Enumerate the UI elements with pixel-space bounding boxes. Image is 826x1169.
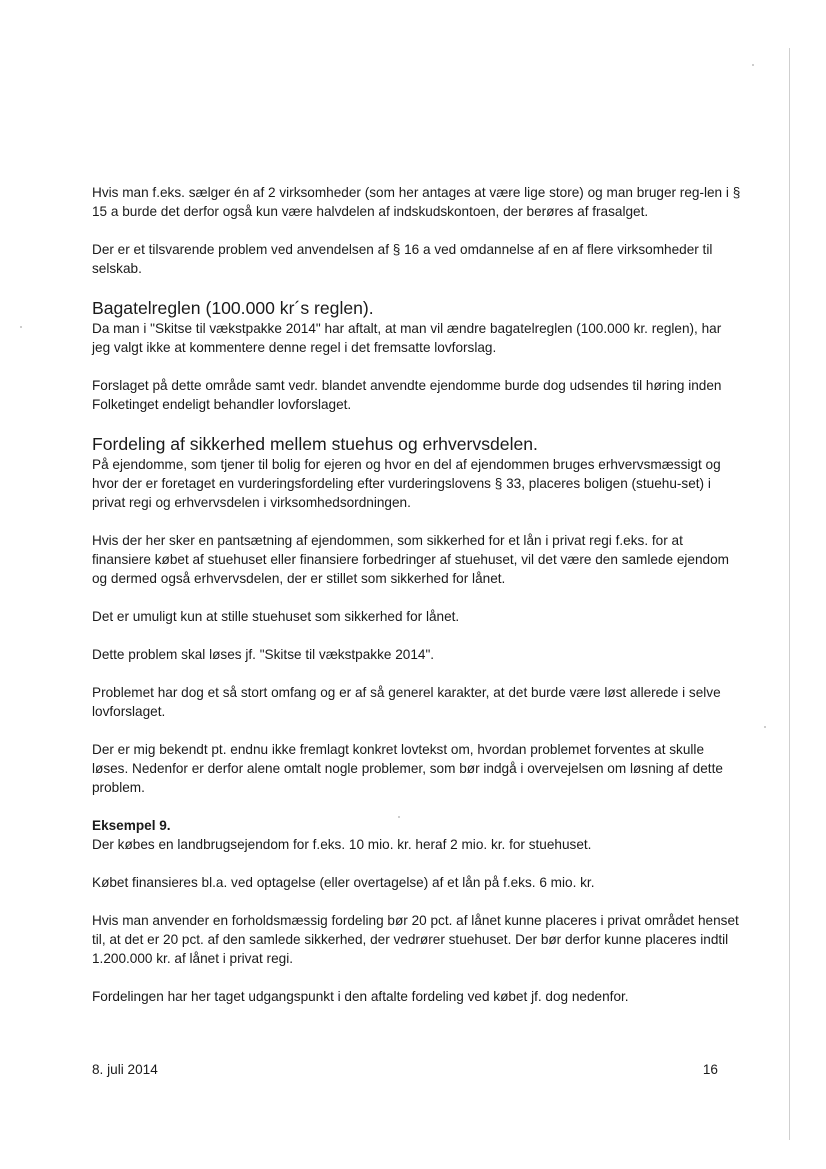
paragraph: Der er mig bekendt pt. endnu ikke fremlagt konkret lovtekst om, hvordan problemet forventes at skulle løses. Nedenfor er derfor alene omtalt nogle problemer, som bør indgå i overvejelsen om løsning af dette problem. xyxy=(92,742,723,795)
paragraph: Hvis der her sker en pantsætning af ejendommen, som sikkerhed for et lån i privat regi f.eks. for at finansiere købet af stuehuset eller finansiere forbedringer af stuehuset, vil det være den samlede ejendom og dermed også erhvervsdelen, der er stillet som sikkerhed for lånet. xyxy=(92,533,730,586)
paragraph: Da man i "Skitse til vækstpakke 2014" har aftalt, at man vil ændre bagatelreglen (100.000 kr. reglen), har jeg valgt ikke at kommentere denne regel i det fremsatte lovforslag. xyxy=(92,321,722,355)
scan-speck xyxy=(752,64,754,66)
paragraph: Købet finansieres bl.a. ved optagelse (eller overtagelse) af et lån på f.eks. 6 mio. kr. xyxy=(92,875,595,890)
paragraph: På ejendomme, som tjener til bolig for ejeren og hvor en del af ejendommen bruges erhvervsmæssigt og hvor der er foretaget en vurderingsfordeling efter vurderingslovens § 33, placeres boligen (stuehu-set) i privat regi og erhvervsdelen i virksomhedsordningen. xyxy=(92,457,721,510)
scan-speck xyxy=(20,326,22,328)
paragraph: Dette problem skal løses jf. "Skitse til vækstpakke 2014". xyxy=(92,647,435,662)
scan-edge-line xyxy=(789,48,790,1140)
page-number: 16 xyxy=(702,1062,718,1077)
paragraph: Problemet har dog et så stort omfang og er af så generel karakter, at det burde være løst allerede i selve lovforslaget. xyxy=(92,685,721,719)
paragraph: Fordelingen har her taget udgangspunkt i den aftalte fordeling ved købet jf. dog nedenfor. xyxy=(92,989,629,1004)
scan-speck xyxy=(764,726,766,728)
page-footer xyxy=(92,1060,718,1079)
section-heading-bagatelreglen: Bagatelreglen (100.000 kr´s reglen). xyxy=(92,298,374,318)
footer-date: 8. juli 2014 xyxy=(92,1062,158,1077)
paragraph: Det er umuligt kun at stille stuehuset som sikkerhed for lånet. xyxy=(92,609,460,624)
paragraph: Der købes en landbrugsejendom for f.eks. 10 mio. kr. heraf 2 mio. kr. for stuehuset. xyxy=(92,837,592,852)
paragraph: Der er et tilsvarende problem ved anvendelsen af § 16 a ved omdannelse af en af flere virksomheder til selskab. xyxy=(92,242,713,276)
paragraph: Hvis man anvender en forholdsmæssig fordeling bør 20 pct. af lånet kunne placeres i privat området henset til, at det er 20 pct. af den samlede sikkerhed, der vedrører stuehuset. Der bør derfor kunne placeres indtil 1.200.000 kr. af lånet i privat regi. xyxy=(92,913,739,966)
paragraph: Forslaget på dette område samt vedr. blandet anvendte ejendomme burde dog udsendes til høring inden Folketinget endeligt behandler lovforslaget. xyxy=(92,378,722,412)
paragraph: Hvis man f.eks. sælger én af 2 virksomheder (som her antages at være lige store) og man bruger reg-len i § 15 a burde det derfor også kun være halvdelen af indskudskontoen, der berøres af frasalget. xyxy=(92,185,741,219)
document-body xyxy=(92,183,742,1025)
section-heading-fordeling: Fordeling af sikkerhed mellem stuehus og erhvervsdelen. xyxy=(92,434,538,454)
example-label: Eksempel 9. xyxy=(92,818,171,833)
